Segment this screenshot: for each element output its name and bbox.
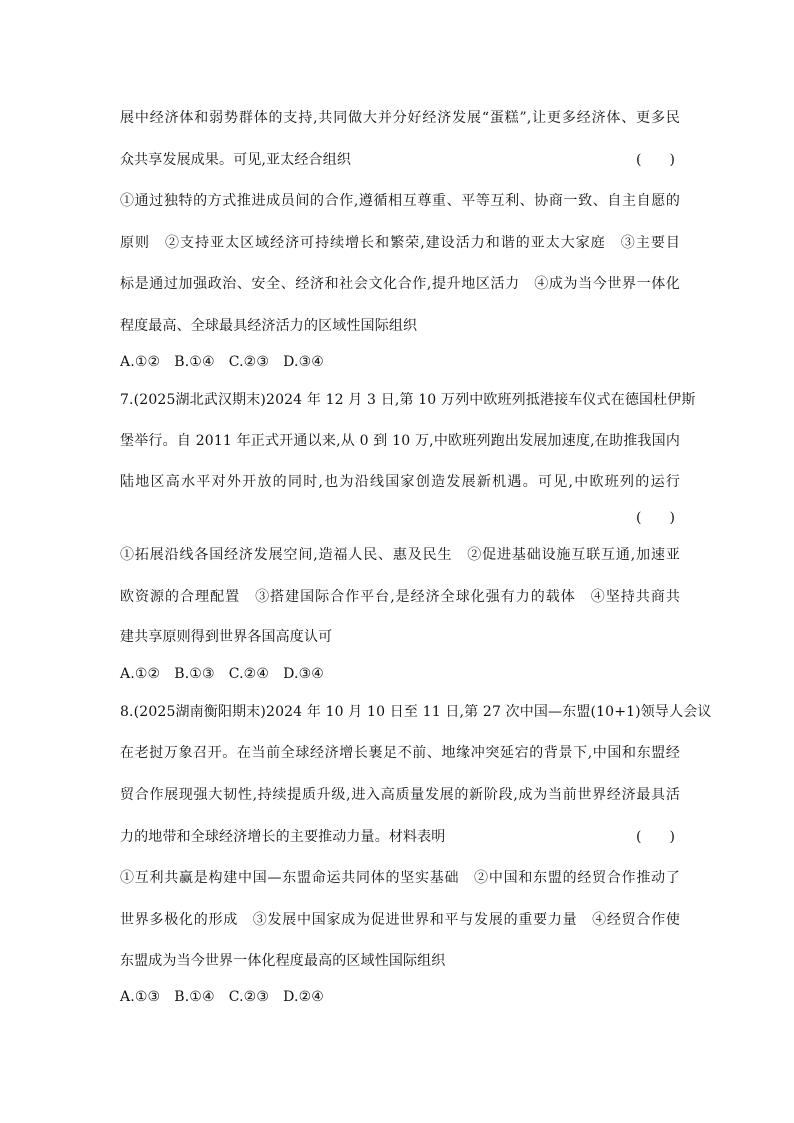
q7-stem-line-2: 堡举行。自 2011 年正式开通以来,从 0 到 10 万,中欧班列跑出发展加速度,在助推我国内 xyxy=(120,433,680,449)
q6-stem-line-2: 众共享发展成果。可见,亚太经合组织 xyxy=(120,152,351,168)
q6-answer-paren: ( ) xyxy=(636,152,675,168)
q8-answer-paren: ( ) xyxy=(636,829,675,845)
q8-option-d: D.②④ xyxy=(283,989,324,1005)
q7-stem-line-3: 陆地区高水平对外开放的同时,也为沿线国家创造发展新机遇。可见,中欧班列的运行 xyxy=(120,474,680,490)
q6-options xyxy=(120,352,680,372)
q6-option-c: C.②③ xyxy=(228,354,270,370)
q6-statement-line-4: 程度最高、全球最具经济活力的区域性国际组织 xyxy=(120,318,418,334)
q8-stem-line-3: 贸合作展现强大韧性,持续提质升级,进入高质量发展的新阶段,成为当前世界经济最具活 xyxy=(120,787,680,803)
q7-options xyxy=(120,664,680,684)
q7-stem-line-1: 7.(2025湖北武汉期末)2024 年 12 月 3 日,第 10 万列中欧班列抵港接车仪式在德国杜伊斯 xyxy=(120,392,696,408)
q7-statement-line-2: 欧资源的合理配置 ③搭建国际合作平台,是经济全球化强有力的载体 ④坚持共商共 xyxy=(120,589,680,605)
q6-stem-line-1: 展中经济体和弱势群体的支持,共同做大并分好经济发展“蛋糕”,让更多经济体、更多民 xyxy=(120,110,680,126)
q7-option-a: A.①② xyxy=(120,666,161,682)
q7-option-d: D.③④ xyxy=(283,666,324,682)
q8-statement-line-1: ①互利共赢是构建中国—东盟命运共同体的坚实基础 ②中国和东盟的经贸合作推动了 xyxy=(120,870,680,886)
q6-statement-line-3: 标是通过加强政治、安全、经济和社会文化合作,提升地区活力 ④成为当今世界一体化 xyxy=(120,276,680,292)
q8-stem-line-2: 在老挝万象召开。在当前全球经济增长裹足不前、地缘冲突延宕的背景下,中国和东盟经 xyxy=(120,745,680,761)
q8-option-c: C.②③ xyxy=(228,989,270,1005)
q6-statement-line-2: 原则 ②支持亚太区域经济可持续增长和繁荣,建设活力和谐的亚太大家庭 ③主要目 xyxy=(120,235,680,251)
q6-option-d: D.③④ xyxy=(283,354,324,370)
q8-option-a: A.①③ xyxy=(120,989,161,1005)
q7-statement-line-3: 建共享原则得到世界各国高度认可 xyxy=(120,629,333,645)
q6-option-b: B.①④ xyxy=(174,354,215,370)
q8-options xyxy=(120,987,680,1007)
q7-answer-paren: ( ) xyxy=(636,510,675,526)
q7-option-c: C.②④ xyxy=(228,666,270,682)
q8-statement-line-2: 世界多极化的形成 ③发展中国家成为促进世界和平与发展的重要力量 ④经贸合作使 xyxy=(120,912,680,928)
q8-option-b: B.①④ xyxy=(174,989,215,1005)
q8-stem-line-1: 8.(2025湖南衡阳期末)2024 年 10 月 10 日至 11 日,第 27 次中国—东盟(10+1)领导人会议 xyxy=(120,704,712,720)
q6-statement-line-1: ①通过独特的方式推进成员间的合作,遵循相互尊重、平等互利、协商一致、自主自愿的 xyxy=(120,193,680,209)
q7-option-b: B.①③ xyxy=(174,666,215,682)
q8-statement-line-3: 东盟成为当今世界一体化程度最高的区域性国际组织 xyxy=(120,953,446,969)
q6-option-a: A.①② xyxy=(120,354,161,370)
q7-statement-line-1: ①拓展沿线各国经济发展空间,造福人民、惠及民生 ②促进基础设施互联互通,加速亚 xyxy=(120,547,680,563)
q8-stem-line-4: 力的地带和全球经济增长的主要推动力量。材料表明 xyxy=(120,829,446,845)
